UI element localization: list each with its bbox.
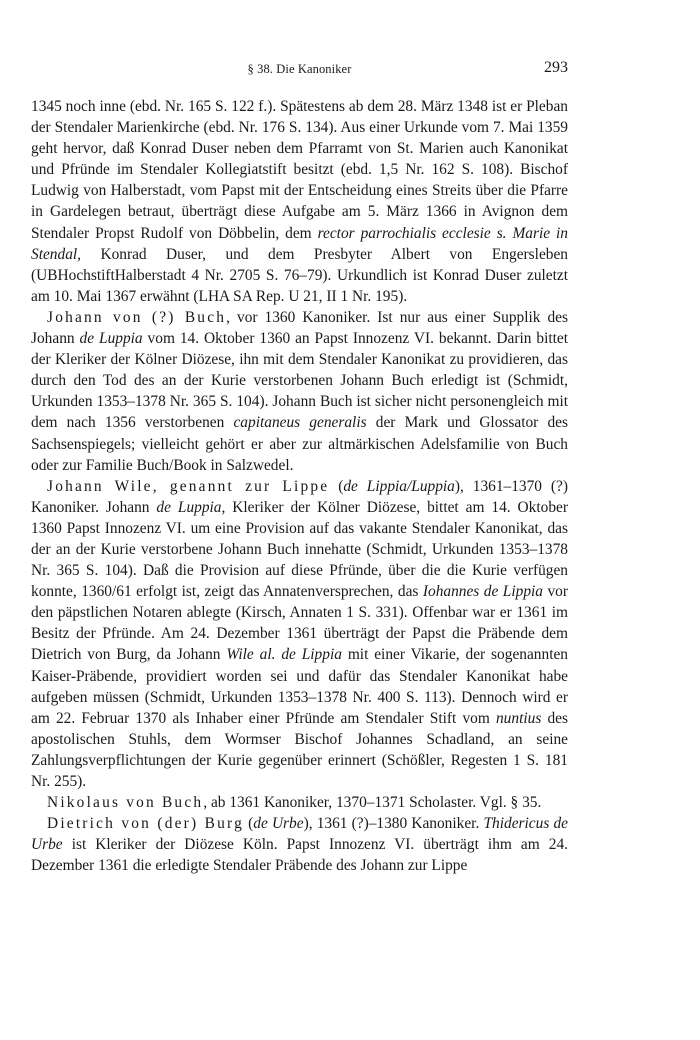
entry-name: Dietrich von (der) Burg xyxy=(47,815,244,833)
text-run: vor den päpstlichen Notaren ablegte (Kirsch, Annaten 1 S. 331). Offenbar war er 1361 im Besitz der Pfründe. Am 24. Dezember 1361 überträgt der Papst die Präbende dem Dietrich von Burg, da Johann xyxy=(31,583,568,664)
text-run: ( xyxy=(243,815,254,833)
text-run: ), 1361–1370 (?) Kanoniker. Johann xyxy=(31,477,568,516)
italic-phrase: de Lippia/Luppia xyxy=(343,477,455,495)
italic-phrase: nuntius xyxy=(495,709,542,727)
entry-name: Johann Wile, genannt zur Lippe xyxy=(47,477,330,495)
paragraph-entry-dietrich-burg xyxy=(31,813,568,876)
text-run: mit einer Vikarie, der sogenannten Kaiser-Präbende, providiert worden sei und dafür das Stendaler Kanonikat habe aufgeben müssen (Schmidt, Urkunden 1353–1378 Nr. 400 S. 113). Dennoch wird er am 22. Februar 1370 als Inhaber einer Pfründe am Stendaler Stift vom xyxy=(31,646,568,727)
entry-name: Nikolaus von Buch xyxy=(47,794,204,812)
italic-phrase: rector parrochialis ecclesie s. Marie in Stendal, xyxy=(31,224,568,263)
text-run: der Mark und Glossator des Sachsenspiegels; vielleicht gehört er aber zur altmärkischen Adelsfamilie von Buch oder zur Familie Buch/Book in Salzwedel. xyxy=(31,414,568,474)
text-run: ), 1361 (?)–1380 Kanoniker. xyxy=(303,815,484,833)
italic-phrase: Iohannes de Lippia xyxy=(422,583,543,601)
running-header xyxy=(31,59,568,82)
paragraph-entry-nikolaus-buch xyxy=(31,792,568,813)
text-run: , Kleriker der Kölner Diözese, bittet am 14. Oktober 1360 Papst Innozenz VI. um eine Provision auf das vakante Stendaler Kanonikat, das der an der Kurie verstorbene Johann Buch innehatte (Schmidt, Urkunden 1353–1378 Nr. 365 S. 104). Daß die Provision auf diese Pfründe, über die die Kurie verfügen konnte, 1360/61 erfolgt ist, zeigt das Annatenversprechen, das xyxy=(31,498,568,601)
italic-phrase: de Luppia xyxy=(79,330,143,348)
text-run: ist Kleriker der Diözese Köln. Papst Innozenz VI. überträgt ihm am 24. Dezember 1361 die erledigte Stendaler Präbende des Johann zur Lippe xyxy=(31,836,568,875)
text-run: Konrad Duser, und dem Presbyter Albert von Engersleben (UBHochstiftHalberstadt 4 Nr. 2705 S. 76–79). Urkundlich ist Konrad Duser zuletzt am 10. Mai 1367 erwähnt (LHA SA Rep. U 21, II 1 Nr. 195). xyxy=(31,245,568,305)
running-title: § 38. Die Kanoniker xyxy=(247,62,352,76)
paragraph-entry-johann-buch xyxy=(31,307,568,476)
entry-name: Johann von (?) Buch xyxy=(47,308,227,326)
text-run: des apostolischen Stuhls, dem Wormser Bischof Johannes Schadland, an seine Zahlungsverpflichtungen der Kurie gegenüber erinnert (Schößler, Regesten 1 S. 181 Nr. 255). xyxy=(31,709,568,790)
italic-phrase: de Urbe xyxy=(253,815,304,833)
text-run: vom 14. Oktober 1360 an Papst Innozenz VI. bekannt. Darin bittet der Kleriker der Kölner Diözese, ihn mit dem Stendaler Kanonikat zu providieren, das durch den Tod des an der Kurie verstorbenen Johann Buch erledigt ist (Schmidt, Urkunden 1353–1378 Nr. 365 S. 104). Johann Buch ist sicher nicht personengleich mit dem nach 1356 verstorbenen xyxy=(31,330,569,432)
italic-phrase: Thidericus de Urbe xyxy=(31,815,568,854)
page-number: 293 xyxy=(544,59,568,76)
body-text xyxy=(31,96,568,876)
text-run: 1345 noch inne (ebd. Nr. 165 S. 122 f.). Spätestens ab dem 28. März 1348 ist er Pleban der Stendaler Marienkirche (ebd. Nr. 176 S. 134). Aus einer Urkunde vom 7. Mai 1359 geht hervor, daß Konrad Duser neben dem Pfarramt von St. Marien auch Kanonikat und Pfründe im Stendaler Kollegiatstift besitzt (ebd. 1,5 Nr. 162 S. 108). Bischof Ludwig von Halberstadt, vom Papst mit der Entscheidung eines Streits über die Pfarre in Gardelegen betraut, überträgt diese Aufgabe am 5. März 1366 in Avignon dem Stendaler Propst Rudolf von Döbbelin, dem xyxy=(31,98,568,242)
text-run: , ab 1361 Kanoniker, 1370–1371 Scholaster. Vgl. § 35. xyxy=(203,794,542,812)
italic-phrase: de Luppia xyxy=(156,498,222,516)
text-run: ( xyxy=(329,477,344,495)
italic-phrase: capitaneus generalis xyxy=(233,414,367,432)
paragraph-entry-johann-wile xyxy=(31,476,568,792)
paragraph-continuation xyxy=(31,96,568,307)
text-run: , vor 1360 Kanoniker. Ist nur aus einer Supplik des Johann xyxy=(31,308,568,348)
italic-phrase: Wile al. de Lippia xyxy=(226,646,342,664)
